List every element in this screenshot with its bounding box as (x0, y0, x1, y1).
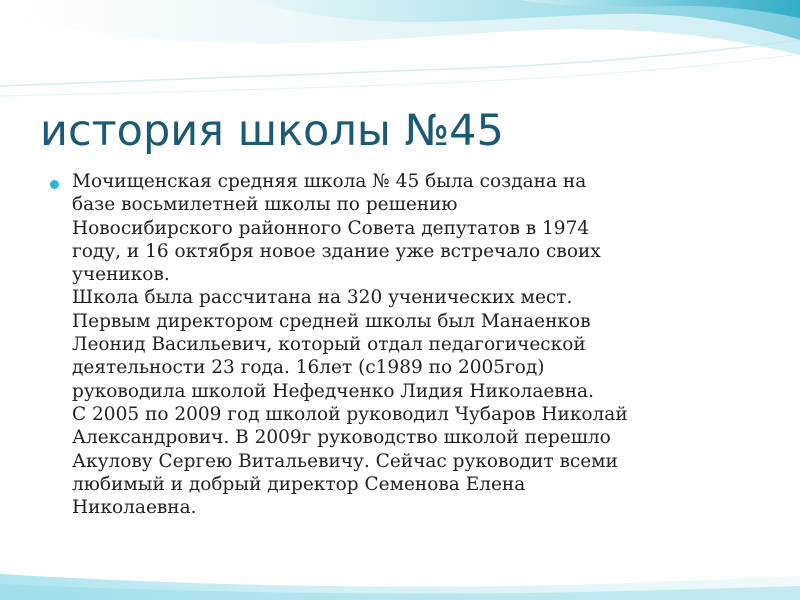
bullet-text-line: любимый и добрый директор Семенова Елена (72, 473, 526, 495)
slide-title: история школы №45 (40, 106, 504, 156)
bullet-icon (50, 180, 59, 189)
bullet-text (72, 170, 772, 519)
bullet-text-line: руководила школой Нефедченко Лидия Николаевна. (72, 380, 594, 402)
bullet-text-line: Мочищенская средняя школа № 45 была создана на (72, 171, 587, 192)
bottom-wave-decoration (0, 560, 800, 600)
bullet-text-line: Новосибирского районного Совета депутатов в 1974 (72, 217, 590, 239)
bullet-text-line: году, и 16 октября новое здание уже встречало своих (72, 240, 601, 262)
bullet-text-line: базе восьмилетней школы по решению (72, 194, 458, 216)
bullet-text-line: Школа была рассчитана на 320 ученических мест. (72, 287, 573, 309)
bullet-text-line: Николаевна. (72, 497, 197, 519)
bullet-text-line: Леонид Васильевич, который отдал педагогической (72, 334, 586, 356)
bullet-text-line: Первым директором средней школы был Манаенков (72, 310, 591, 332)
bullet-text-line: Акулову Сергею Витальевичу. Сейчас руководит всеми (72, 450, 618, 472)
bullet-text-line: Александрович. В 2009г руководство школой перешло (72, 427, 611, 449)
bullet-text-line: деятельности 23 года. 16лет (с1989 по 2005год) (72, 357, 545, 379)
bullet-text-line: С 2005 по 2009 год школой руководил Чубаров Николай (72, 403, 628, 425)
bullet-text-line: учеников. (72, 264, 170, 286)
top-wave-decoration (0, 0, 800, 110)
